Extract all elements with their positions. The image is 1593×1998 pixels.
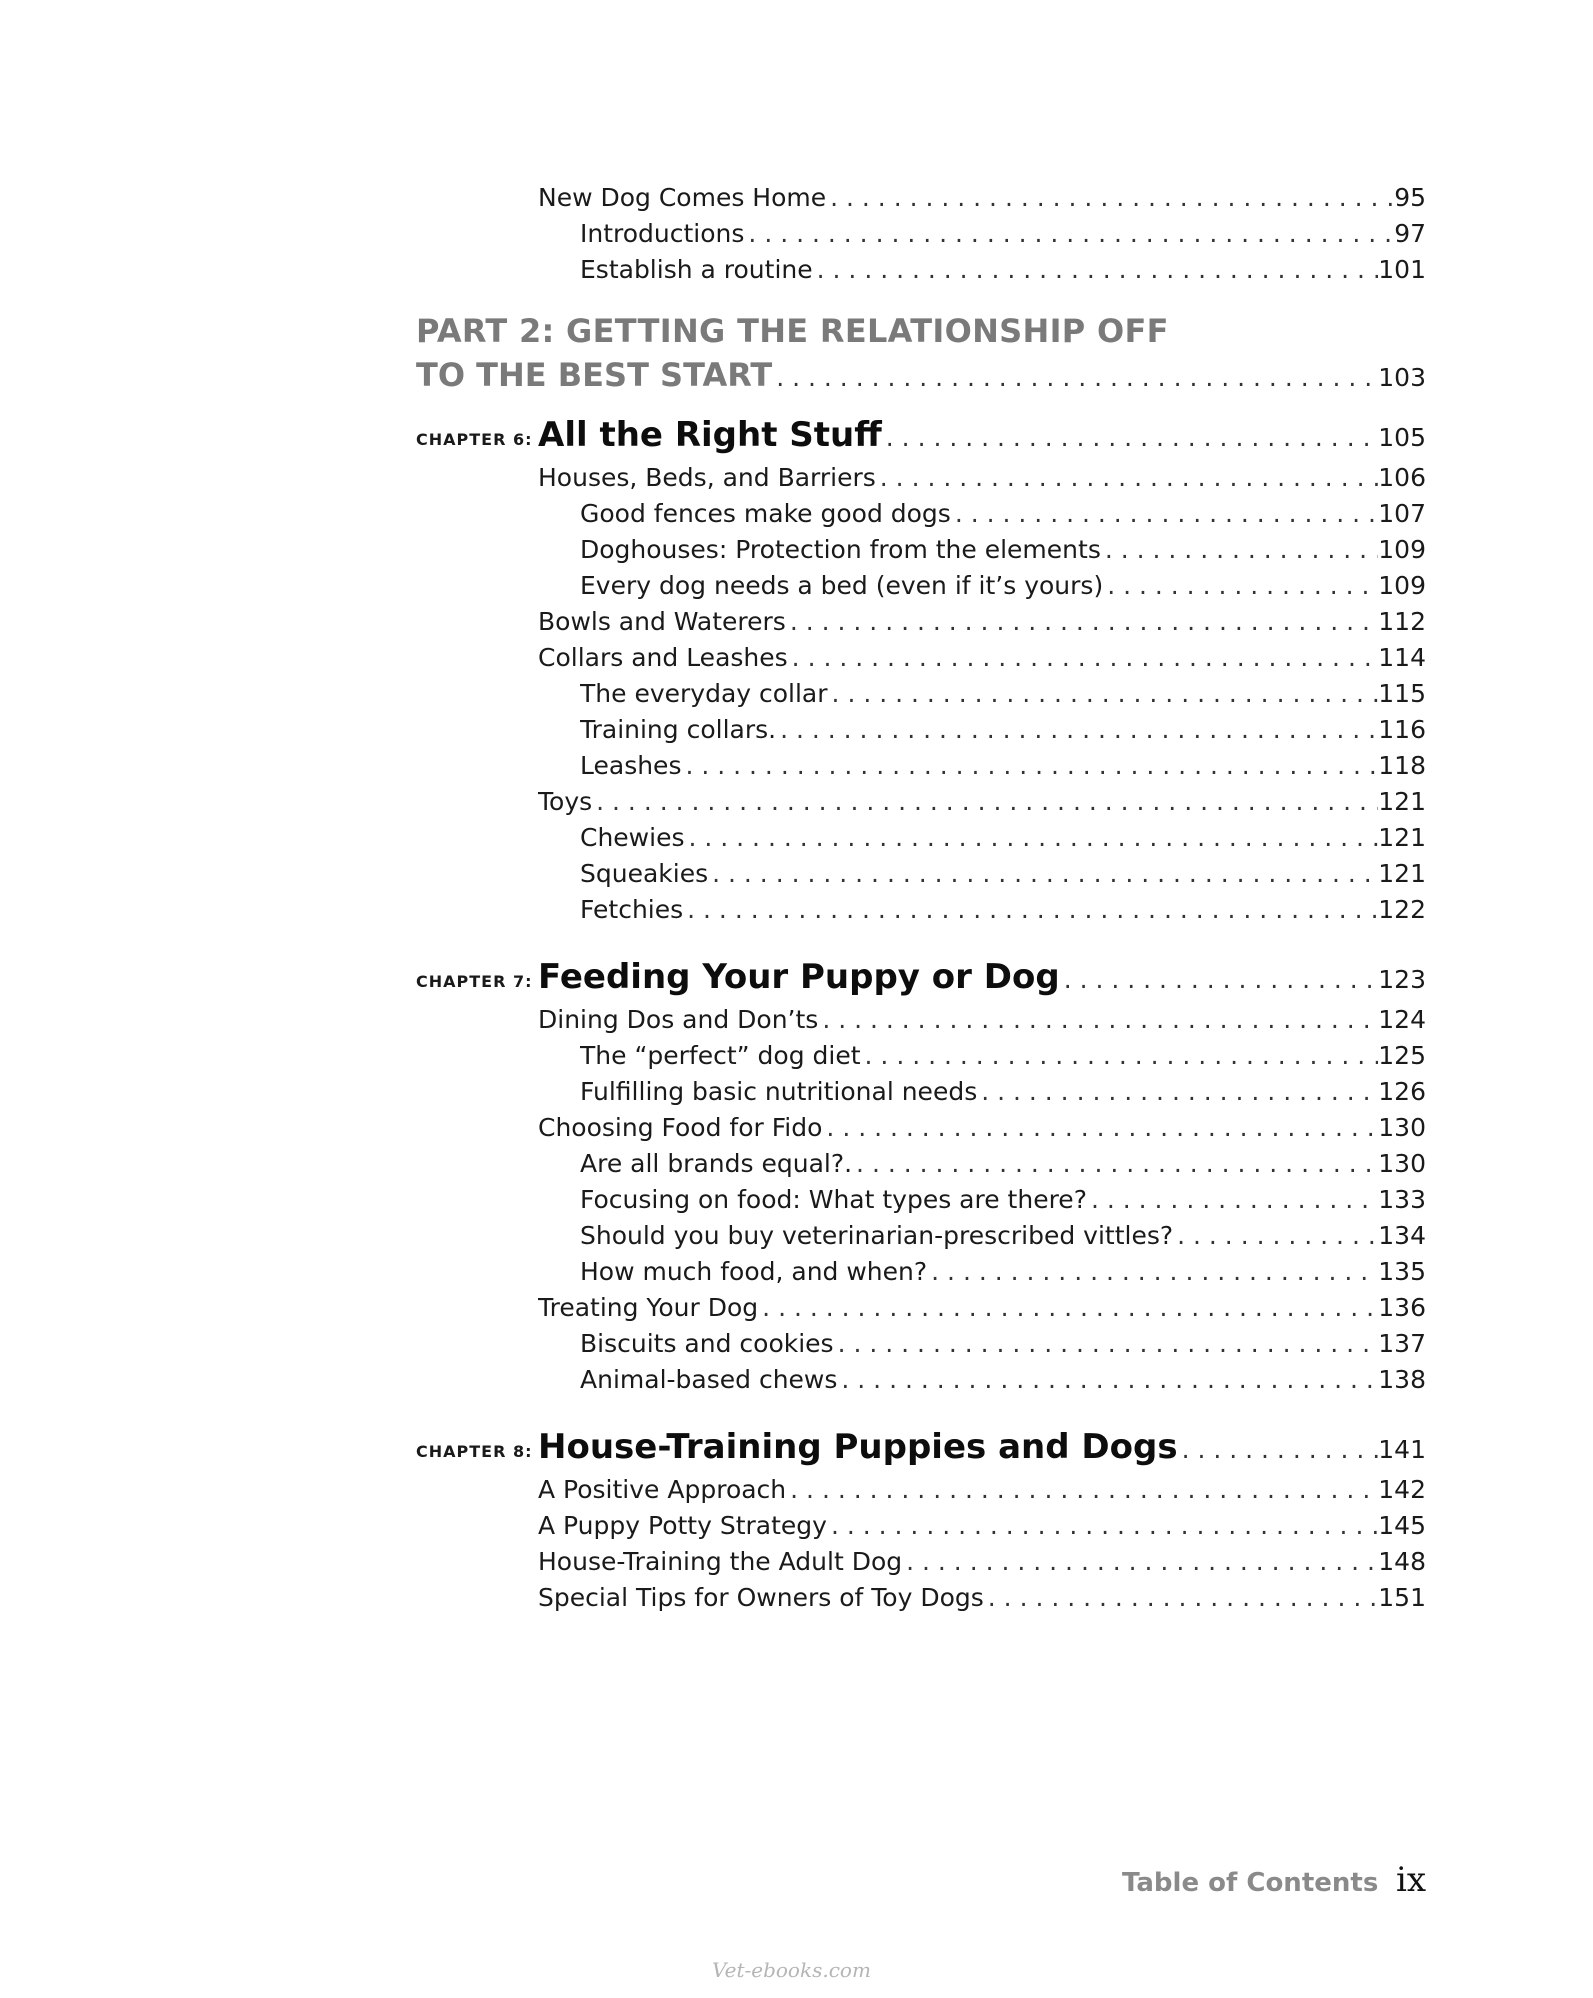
toc-entry-label: Doghouses: Protection from the elements (580, 535, 1101, 564)
leader-dots (882, 413, 1379, 460)
toc-entry-label: Leashes (580, 751, 682, 780)
toc-entry-label: A Puppy Potty Strategy (538, 1511, 827, 1540)
toc-entry-label: Focusing on food: What types are there? (580, 1185, 1087, 1214)
chapter-page: 105 (1378, 423, 1426, 452)
toc-entry-label: Toys (538, 787, 593, 816)
toc-entry-page: 97 (1394, 219, 1426, 248)
toc-entry[interactable] (538, 1290, 1426, 1326)
toc-entry-page: 109 (1378, 535, 1426, 564)
toc-entry[interactable] (580, 1254, 1426, 1290)
toc-entry-label: Choosing Food for Fido (538, 1113, 823, 1142)
toc-entry-label: House-Training the Adult Dog (538, 1547, 903, 1576)
toc-entry[interactable] (580, 1074, 1426, 1110)
part-title-line2-label: TO THE BEST START (416, 356, 773, 394)
chapter-title: All the Right Stuff (538, 415, 882, 455)
toc-entry-page: 133 (1378, 1185, 1426, 1214)
toc-entry-page: 115 (1378, 679, 1426, 708)
toc-entry[interactable] (538, 1544, 1426, 1580)
toc-entry-label: Every dog needs a bed (even if it’s yours) (580, 571, 1104, 600)
chapter-tag: CHAPTER 7: (416, 972, 533, 991)
toc-entry[interactable] (538, 1580, 1426, 1616)
leader-dots (744, 216, 1394, 252)
toc-entry-page: 121 (1378, 823, 1426, 852)
toc-entry-label: Collars and Leashes (538, 643, 788, 672)
chapter-heading[interactable] (538, 410, 1426, 460)
toc-entry-label: Chewies (580, 823, 685, 852)
leader-dots (1101, 532, 1378, 568)
toc-entry-label: Fulfilling basic nutritional needs (580, 1077, 978, 1106)
toc-entry[interactable] (580, 892, 1426, 928)
leader-dots (776, 712, 1378, 748)
footer-page-number: ix (1396, 1860, 1427, 1900)
toc-entry-page: 151 (1378, 1583, 1426, 1612)
leader-dots (788, 640, 1379, 676)
toc-entry-page: 137 (1378, 1329, 1426, 1358)
toc-entry-label: Special Tips for Owners of Toy Dogs (538, 1583, 984, 1612)
leader-dots (876, 460, 1379, 496)
toc-entry-label: Good fences make good dogs (580, 499, 951, 528)
toc-entry[interactable] (580, 252, 1426, 288)
toc-entry-label: Establish a routine (580, 255, 813, 284)
leader-dots (902, 1544, 1378, 1580)
toc-entry[interactable] (580, 712, 1426, 748)
toc-entry-label: Introductions (580, 219, 745, 248)
toc-entry-label: Squeakies (580, 859, 709, 888)
toc-entry-page: 107 (1378, 499, 1426, 528)
toc-entry[interactable] (580, 856, 1426, 892)
toc-entry[interactable] (580, 1146, 1426, 1182)
leader-dots (927, 1254, 1378, 1290)
toc-entry[interactable] (580, 568, 1426, 604)
leader-dots (681, 748, 1378, 784)
leader-dots (861, 1038, 1379, 1074)
part-title-line1: PART 2: GETTING THE RELATIONSHIP OFF (416, 312, 1169, 350)
toc-entry[interactable] (580, 748, 1426, 784)
leader-dots (786, 1472, 1378, 1508)
toc-entry-label: A Positive Approach (538, 1475, 787, 1504)
chapter-title: Feeding Your Puppy or Dog (538, 957, 1060, 997)
toc-entry-label: Treating Your Dog (538, 1293, 759, 1322)
toc-entry-label: How much food, and when? (580, 1257, 928, 1286)
toc-entry-page: 130 (1378, 1113, 1426, 1142)
toc-entry[interactable] (538, 1508, 1426, 1544)
toc-entry-page: 122 (1378, 895, 1426, 924)
toc-entry-label: The “perfect” dog diet (580, 1041, 861, 1070)
toc-entry[interactable] (538, 784, 1426, 820)
leader-dots (827, 1508, 1378, 1544)
toc-entry-page: 126 (1378, 1077, 1426, 1106)
leader-dots (1060, 955, 1379, 1002)
chapter-title: House-Training Puppies and Dogs (538, 1427, 1178, 1467)
leader-dots (813, 252, 1379, 288)
toc-entry-page: 135 (1378, 1257, 1426, 1286)
toc-entry-label: Bowls and Waterers (538, 607, 786, 636)
toc-entry[interactable] (580, 1218, 1426, 1254)
leader-dots (683, 892, 1378, 928)
chapter-tag: CHAPTER 6: (416, 430, 533, 449)
toc-entry-page: 121 (1378, 859, 1426, 888)
toc-entry[interactable] (580, 1038, 1426, 1074)
toc-entry-page: 145 (1378, 1511, 1426, 1540)
toc-entry[interactable] (580, 1182, 1426, 1218)
leader-dots (822, 1110, 1378, 1146)
toc-entry-label: Training collars. (580, 715, 777, 744)
leader-dots (837, 1362, 1378, 1398)
chapter-heading[interactable] (538, 952, 1426, 1002)
toc-entry[interactable] (580, 532, 1426, 568)
toc-entry-page: 142 (1378, 1475, 1426, 1504)
toc-entry-label: Dining Dos and Don’ts (538, 1005, 819, 1034)
leader-dots (772, 357, 1378, 396)
toc-entry-page: 112 (1378, 607, 1426, 636)
toc-entry-page: 136 (1378, 1293, 1426, 1322)
toc-entry-page: 106 (1378, 463, 1426, 492)
chapter-page: 123 (1378, 965, 1426, 994)
leader-dots (1178, 1425, 1379, 1472)
toc-entry-page: 101 (1378, 255, 1426, 284)
toc-entry-page: 116 (1378, 715, 1426, 744)
toc-entry-label: Houses, Beds, and Barriers (538, 463, 876, 492)
leader-dots (828, 676, 1379, 712)
leader-dots (592, 784, 1378, 820)
toc-entry[interactable] (538, 1002, 1426, 1038)
leader-dots (684, 820, 1378, 856)
toc-entry-label: Should you buy veterinarian-prescribed vittles? (580, 1221, 1174, 1250)
toc-entry[interactable] (538, 1110, 1426, 1146)
leader-dots (786, 604, 1378, 640)
chapter-page: 141 (1378, 1435, 1426, 1464)
toc-entry[interactable] (538, 180, 1426, 216)
toc-entry[interactable] (538, 460, 1426, 496)
toc-entry-page: 134 (1378, 1221, 1426, 1250)
toc-entry-page: 118 (1378, 751, 1426, 780)
toc-entry-page: 114 (1378, 643, 1426, 672)
toc-entry-page: 121 (1378, 787, 1426, 816)
leader-dots (1103, 568, 1378, 604)
part-page: 103 (1378, 363, 1426, 392)
toc-entry-label: The everyday collar (580, 679, 828, 708)
footer-section-title: Table of Contents (1122, 1868, 1379, 1898)
toc-entry-label: Are all brands equal?. (580, 1149, 853, 1178)
leader-dots (984, 1580, 1379, 1616)
toc-entry-page: 125 (1378, 1041, 1426, 1070)
leader-dots (1087, 1182, 1378, 1218)
leader-dots (758, 1290, 1378, 1326)
toc-entry[interactable] (580, 496, 1426, 532)
leader-dots (852, 1146, 1378, 1182)
toc-entry[interactable] (580, 1362, 1426, 1398)
chapter-heading[interactable] (538, 1422, 1426, 1472)
toc-entry[interactable] (580, 820, 1426, 856)
toc-entry-page: 130 (1378, 1149, 1426, 1178)
leader-dots (708, 856, 1378, 892)
part-title-line2[interactable] (416, 354, 1426, 396)
leader-dots (951, 496, 1378, 532)
leader-dots (1173, 1218, 1378, 1254)
toc-entry-page: 109 (1378, 571, 1426, 600)
toc-entry[interactable] (580, 1326, 1426, 1362)
toc-entry[interactable] (538, 1472, 1426, 1508)
toc-entry-page: 95 (1394, 183, 1426, 212)
toc-entry-page: 148 (1378, 1547, 1426, 1576)
toc-entry-page: 124 (1378, 1005, 1426, 1034)
leader-dots (826, 180, 1394, 216)
toc-entry[interactable] (538, 604, 1426, 640)
leader-dots (977, 1074, 1378, 1110)
toc-entry-page: 138 (1378, 1365, 1426, 1394)
toc-entry[interactable] (538, 640, 1426, 676)
toc-entry-label: Fetchies (580, 895, 684, 924)
toc-entry-label: New Dog Comes Home (538, 183, 827, 212)
leader-dots (818, 1002, 1378, 1038)
toc-entry-label: Biscuits and cookies (580, 1329, 834, 1358)
toc-entry-label: Animal-based chews (580, 1365, 838, 1394)
toc-entry[interactable] (580, 216, 1426, 252)
chapter-tag: CHAPTER 8: (416, 1442, 533, 1461)
toc-entry[interactable] (580, 676, 1426, 712)
leader-dots (834, 1326, 1379, 1362)
watermark-logo: Vet-ebooks.com (712, 1958, 871, 1982)
